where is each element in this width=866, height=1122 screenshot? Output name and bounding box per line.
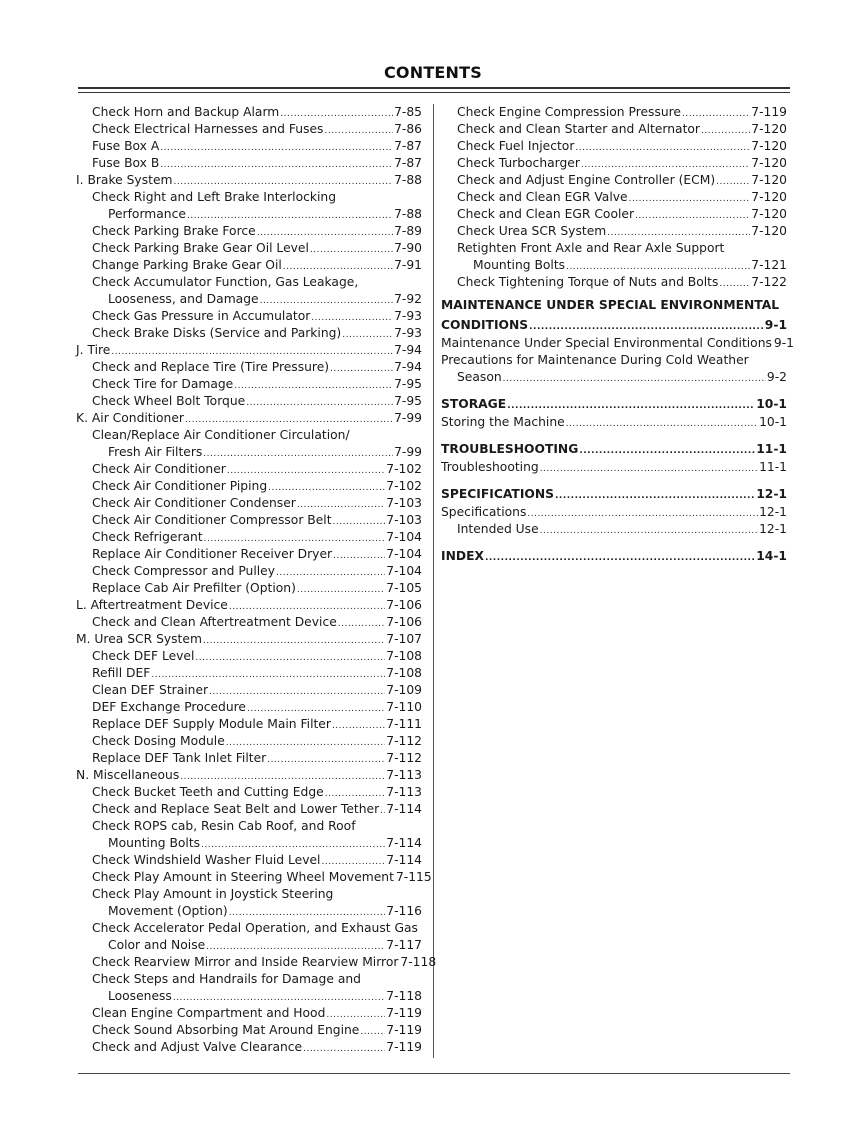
toc-entry-title: Replace DEF Supply Module Main Filter (92, 717, 331, 731)
toc-entry[interactable] (441, 335, 795, 352)
toc-entry-page: 11-1 (759, 460, 787, 474)
toc-entry-page: 7-111 (386, 717, 422, 731)
toc-entry[interactable] (76, 903, 422, 920)
toc-entry[interactable] (76, 665, 422, 682)
toc-entry-title: Check DEF Level (92, 649, 195, 663)
toc-entry[interactable] (76, 716, 422, 733)
toc-entry[interactable] (76, 274, 422, 291)
toc-entry-page: 7-95 (394, 394, 422, 408)
toc-entry-title: Check Accelerator Pedal Operation, and Exhaust Gas (92, 921, 418, 935)
toc-entry[interactable] (76, 240, 422, 257)
toc-entry[interactable] (76, 597, 422, 614)
toc-entry[interactable] (76, 920, 422, 937)
toc-entry[interactable] (76, 325, 422, 342)
toc-entry[interactable] (441, 104, 787, 121)
toc-entry[interactable] (441, 504, 787, 521)
toc-entry-page: 7-112 (386, 734, 422, 748)
toc-entry-page: 7-116 (386, 904, 422, 918)
toc-entry-page: 7-88 (394, 207, 422, 221)
specifications-heading[interactable]: SPECIFICATIONS ..... 12-1 (441, 484, 787, 504)
toc-entry-page: 7-119 (386, 1040, 422, 1054)
toc-entry-page: 7-104 (386, 547, 422, 561)
toc-entry-page: 7-87 (394, 156, 422, 170)
toc-entry-title: Check Brake Disks (Service and Parking) (92, 326, 342, 340)
toc-entry[interactable] (441, 274, 787, 291)
toc-entry-page: 7-104 (386, 530, 422, 544)
toc-entry[interactable] (76, 512, 422, 529)
toc-entry[interactable] (76, 988, 422, 1005)
toc-entry-title: Check Bucket Teeth and Cutting Edge (92, 785, 324, 799)
toc-entry-page: 7-120 (751, 139, 787, 153)
toc-entry-page: 7-110 (386, 700, 422, 714)
engine-items-list (441, 104, 787, 291)
toc-entry-page: 7-120 (751, 224, 787, 238)
toc-entry-title: L. Aftertreatment Device (76, 598, 228, 612)
toc-entry-title: Change Parking Brake Gear Oil (92, 258, 282, 272)
toc-entry[interactable] (76, 614, 422, 631)
toc-entry-page: 7-122 (751, 275, 787, 289)
toc-entry[interactable] (76, 852, 422, 869)
toc-entry-title: Retighten Front Axle and Rear Axle Support (457, 241, 725, 255)
toc-entry-title: Fresh Air Filters (108, 445, 203, 459)
toc-entry-title: Fuse Box A (92, 139, 160, 153)
toc-entry-title: Check Air Conditioner Compressor Belt (92, 513, 332, 527)
toc-entry-page: 7-89 (394, 224, 422, 238)
toc-entry[interactable] (76, 546, 422, 563)
toc-entry-page: 7-95 (394, 377, 422, 391)
toc-entry[interactable] (441, 172, 787, 189)
toc-entry-title: Check Horn and Backup Alarm (92, 105, 280, 119)
toc-entry-title: Check Wheel Bolt Torque (92, 394, 246, 408)
toc-entry-title: DEF Exchange Procedure (92, 700, 246, 714)
top-rule-thin (78, 92, 790, 93)
toc-entry-title: Check and Clean Aftertreatment Device (92, 615, 337, 629)
toc-entry-page: 7-93 (394, 326, 422, 340)
toc-entry-title: Performance (108, 207, 186, 221)
toc-entry-page: 7-120 (751, 173, 787, 187)
toc-entry-title: Check Parking Brake Force (92, 224, 256, 238)
troubleshooting-items-list (441, 459, 787, 476)
toc-entry[interactable] (76, 393, 422, 410)
toc-entry[interactable] (76, 376, 422, 393)
toc-entry-title: Check Air Conditioner Piping (92, 479, 268, 493)
toc-entry-title: Clean/Replace Air Conditioner Circulation/ (92, 428, 350, 442)
toc-entry-page: 7-94 (394, 343, 422, 357)
toc-entry[interactable] (76, 342, 422, 359)
toc-entry-page: 7-92 (394, 292, 422, 306)
toc-entry[interactable] (76, 631, 422, 648)
toc-entry-page: 7-112 (386, 751, 422, 765)
leader-dots (303, 1041, 385, 1058)
leader-dots (503, 371, 766, 388)
toc-entry-title: Check and Clean EGR Cooler (457, 207, 635, 221)
toc-entry-title: Check Fuel Injector (457, 139, 575, 153)
toc-entry-title: Check Windshield Washer Fluid Level (92, 853, 321, 867)
toc-entry[interactable] (76, 750, 422, 767)
toc-entry[interactable] (76, 784, 422, 801)
toc-entry-page: 7-118 (386, 989, 422, 1003)
toc-entry-page: 7-119 (751, 105, 787, 119)
toc-entry[interactable] (76, 104, 422, 121)
toc-entry[interactable] (76, 427, 422, 444)
toc-entry-title: Check Tire for Damage (92, 377, 234, 391)
toc-entry-title: Check Gas Pressure in Accumulator (92, 309, 311, 323)
toc-entry-title: Maintenance Under Special Environmental Conditions (441, 336, 772, 350)
toc-entry[interactable] (76, 155, 422, 172)
toc-entry[interactable] (76, 733, 422, 750)
maintenance-heading-line2[interactable]: CONDITIONS ..... 9-1 (441, 315, 787, 335)
toc-entry-page: 7-117 (386, 938, 422, 952)
toc-entry-page: 7-99 (394, 411, 422, 425)
toc-entry-title: Check Refrigerant (92, 530, 203, 544)
toc-entry[interactable] (441, 206, 787, 223)
toc-entry-page: 7-104 (386, 564, 422, 578)
toc-entry[interactable] (76, 563, 422, 580)
toc-entry-page: 7-115 (395, 870, 432, 884)
toc-entry[interactable] (76, 1039, 422, 1056)
toc-entry-title: Color and Noise (108, 938, 206, 952)
top-rule-thick (78, 87, 790, 89)
toc-entry-title: N. Miscellaneous (76, 768, 180, 782)
toc-entry-title: Check and Clean Starter and Alternator (457, 122, 700, 136)
toc-entry-title: Check and Adjust Valve Clearance (92, 1040, 303, 1054)
toc-entry[interactable] (76, 206, 422, 223)
toc-entry[interactable] (76, 444, 422, 461)
toc-entry-page: 7-88 (394, 173, 422, 187)
toc-entry[interactable] (76, 172, 422, 189)
toc-entry[interactable] (76, 1022, 422, 1039)
toc-entry[interactable] (441, 240, 787, 257)
toc-entry[interactable] (441, 414, 787, 431)
toc-entry-page: 7-103 (386, 496, 422, 510)
toc-entry[interactable] (76, 937, 422, 954)
toc-entry-title: Check and Replace Seat Belt and Lower Tether (92, 802, 380, 816)
toc-entry[interactable] (76, 189, 422, 206)
toc-entry[interactable] (76, 886, 422, 903)
toc-entry[interactable] (441, 223, 787, 240)
troubleshooting-heading[interactable]: TROUBLESHOOTING ..... 11-1 (441, 439, 787, 459)
toc-entry[interactable] (441, 138, 787, 155)
maintenance-items-list (441, 335, 795, 386)
toc-entry-title: Check Steps and Handrails for Damage and (92, 972, 361, 986)
toc-entry-page: 7-120 (751, 122, 787, 136)
toc-entry-page: 7-102 (386, 462, 422, 476)
toc-entry[interactable] (76, 682, 422, 699)
toc-entry-page: 7-94 (394, 360, 422, 374)
toc-entry-page: 7-106 (386, 598, 422, 612)
specifications-items-list (441, 504, 787, 538)
toc-entry-title: Check Turbocharger (457, 156, 580, 170)
toc-entry-page: 7-85 (394, 105, 422, 119)
bottom-rule (78, 1073, 790, 1074)
leader-dots (540, 523, 758, 540)
toc-entry-page: 7-109 (386, 683, 422, 697)
leader-dots (540, 461, 758, 478)
toc-entry[interactable] (441, 121, 787, 138)
toc-entry-title: Precautions for Maintenance During Cold Weather (441, 353, 749, 367)
toc-entry-page: 7-105 (386, 581, 422, 595)
toc-entry-title: Troubleshooting (441, 460, 539, 474)
toc-entry-title: Check Sound Absorbing Mat Around Engine (92, 1023, 360, 1037)
toc-entry[interactable] (76, 308, 422, 325)
toc-entry[interactable] (76, 138, 422, 155)
toc-entry-title: Looseness, and Damage (108, 292, 259, 306)
toc-entry-title: Check Air Conditioner Condenser (92, 496, 296, 510)
toc-entry[interactable] (76, 121, 422, 138)
toc-entry-page: 7-121 (751, 258, 787, 272)
toc-entry-page: 7-114 (386, 836, 422, 850)
toc-entry-title: M. Urea SCR System (76, 632, 202, 646)
storage-items-list (441, 414, 787, 431)
toc-entry[interactable] (441, 521, 787, 538)
toc-entry-page: 7-108 (386, 666, 422, 680)
toc-entry-title: Check Urea SCR System (457, 224, 607, 238)
toc-entry-title: K. Air Conditioner (76, 411, 184, 425)
toc-entry-title: Check Engine Compression Pressure (457, 105, 681, 119)
toc-entry[interactable] (76, 529, 422, 546)
index-heading[interactable]: INDEX ..... 14-1 (441, 546, 787, 566)
toc-entry-title: Storing the Machine (441, 415, 565, 429)
toc-entry-title: Check Compressor and Pulley (92, 564, 275, 578)
toc-entry-title: Season (457, 370, 502, 384)
toc-entry-title: Check and Clean EGR Valve (457, 190, 628, 204)
leader-dots (566, 416, 758, 433)
toc-entry[interactable] (76, 495, 422, 512)
toc-entry[interactable] (441, 352, 787, 369)
toc-entry-title: Mounting Bolts (473, 258, 566, 272)
toc-entry-page: 7-103 (386, 513, 422, 527)
page-title: CONTENTS (383, 63, 482, 82)
toc-entry[interactable] (441, 459, 787, 476)
toc-entry-title: Check Play Amount in Steering Wheel Movement (92, 870, 394, 884)
toc-entry[interactable] (76, 835, 422, 852)
toc-entry-page: 7-86 (394, 122, 422, 136)
toc-entry-page: 7-120 (751, 207, 787, 221)
toc-entry-title: Looseness (108, 989, 172, 1003)
maintenance-heading-line1[interactable]: MAINTENANCE UNDER SPECIAL ENVIRONMENTAL (441, 298, 780, 312)
leader-dots (719, 276, 750, 293)
toc-entry-page: 10-1 (759, 415, 787, 429)
toc-entry[interactable] (76, 257, 422, 274)
toc-entry-page: 7-120 (751, 156, 787, 170)
toc-entry[interactable] (76, 1005, 422, 1022)
column-divider (433, 104, 434, 1058)
toc-entry-title: Fuse Box B (92, 156, 160, 170)
toc-entry-title: Check Right and Left Brake Interlocking (92, 190, 336, 204)
toc-entry-page: 7-114 (386, 802, 422, 816)
toc-entry[interactable] (76, 580, 422, 597)
toc-entry-page: 7-119 (386, 1023, 422, 1037)
toc-entry-title: Check Accumulator Function, Gas Leakage, (92, 275, 359, 289)
toc-entry-title: Check and Replace Tire (Tire Pressure) (92, 360, 330, 374)
toc-entry[interactable] (76, 869, 432, 886)
toc-entry-title: Replace Cab Air Prefilter (Option) (92, 581, 296, 595)
toc-entry-title: Replace DEF Tank Inlet Filter (92, 751, 267, 765)
toc-entry[interactable] (76, 223, 422, 240)
toc-entry-title: Check Rearview Mirror and Inside Rearview Mirror (92, 955, 399, 969)
toc-entry-title: Replace Air Conditioner Receiver Dryer (92, 547, 333, 561)
toc-entry-page: 7-102 (386, 479, 422, 493)
toc-entry-title: Check Parking Brake Gear Oil Level (92, 241, 309, 255)
toc-entry-title: I. Brake System (76, 173, 173, 187)
toc-entry-title: Check Dosing Module (92, 734, 225, 748)
toc-entry[interactable] (76, 478, 422, 495)
toc-entry[interactable] (76, 648, 422, 665)
toc-entry-page: 7-99 (394, 445, 422, 459)
toc-entry-page: 12-1 (759, 505, 787, 519)
toc-entry-page: 7-90 (394, 241, 422, 255)
toc-entry-title: Check Electrical Harnesses and Fuses (92, 122, 324, 136)
toc-entry-page: 7-91 (394, 258, 422, 272)
toc-entry[interactable] (76, 971, 422, 988)
toc-entry-page: 12-1 (759, 522, 787, 536)
toc-entry[interactable] (76, 801, 422, 818)
toc-entry[interactable] (76, 291, 422, 308)
toc-entry-title: Check Play Amount in Joystick Steering (92, 887, 334, 901)
toc-entry[interactable] (76, 359, 422, 376)
toc-entry-page: 7-108 (386, 649, 422, 663)
toc-entry-page: 9-2 (766, 370, 787, 384)
toc-entry-title: Check Tightening Torque of Nuts and Bolts (457, 275, 719, 289)
toc-entry-page: 7-114 (386, 853, 422, 867)
toc-entry-title: Refill DEF (92, 666, 151, 680)
toc-entry-page: 7-87 (394, 139, 422, 153)
toc-entry[interactable] (76, 954, 437, 971)
toc-entry-page: 9-1 (773, 336, 795, 350)
toc-entry-title: Intended Use (457, 522, 539, 536)
toc-entry[interactable] (76, 699, 422, 716)
toc-entry-page: 7-118 (400, 955, 437, 969)
toc-entry-page: 7-93 (394, 309, 422, 323)
toc-entry[interactable] (76, 767, 422, 784)
toc-entry-title: Check and Adjust Engine Controller (ECM) (457, 173, 716, 187)
toc-entry-title: Check Air Conditioner (92, 462, 226, 476)
toc-entry-page: 7-113 (386, 785, 422, 799)
toc-entry[interactable] (441, 155, 787, 172)
toc-entry-page: 7-113 (386, 768, 422, 782)
toc-entry-title: Mounting Bolts (108, 836, 201, 850)
toc-entry[interactable] (76, 410, 422, 427)
toc-entry-page: 7-107 (386, 632, 422, 646)
toc-entry[interactable] (441, 257, 787, 274)
toc-entry-title: J. Tire (76, 343, 111, 357)
toc-right-column (441, 104, 795, 566)
toc-left-column (76, 104, 437, 1056)
toc-entry-page: 7-106 (386, 615, 422, 629)
toc-entry-title: Movement (Option) (108, 904, 228, 918)
toc-entry[interactable] (441, 189, 787, 206)
toc-entry-title: Specifications (441, 505, 527, 519)
toc-entry[interactable] (76, 818, 422, 835)
toc-entry-title: Check ROPS cab, Resin Cab Roof, and Roof (92, 819, 356, 833)
toc-entry-title: Clean DEF Strainer (92, 683, 209, 697)
toc-entry-page: 7-120 (751, 190, 787, 204)
storage-heading[interactable]: STORAGE ..... 10-1 (441, 394, 787, 414)
toc-entry-page: 7-119 (386, 1006, 422, 1020)
toc-entry[interactable] (76, 461, 422, 478)
toc-entry[interactable] (441, 369, 787, 386)
toc-entry-title: Clean Engine Compartment and Hood (92, 1006, 326, 1020)
